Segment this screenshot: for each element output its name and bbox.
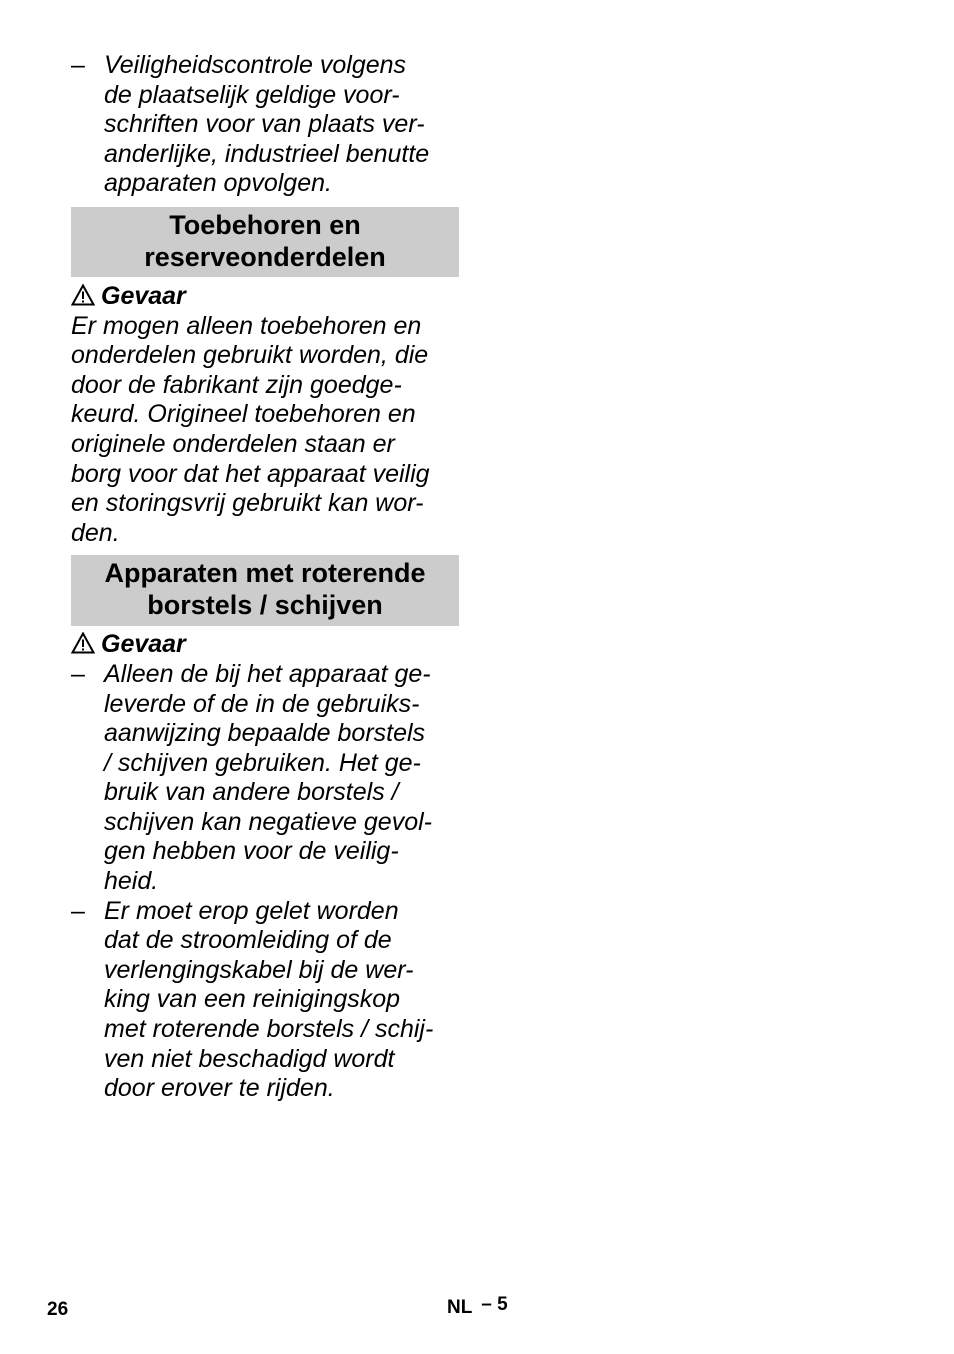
- intro-line: apparaten opvolgen.: [104, 169, 332, 198]
- warning-triangle-icon: [71, 284, 95, 306]
- list-item-line: Er moet erop gelet worden: [104, 896, 399, 925]
- list-item-line: met roterende borstels / schij-: [104, 1015, 434, 1044]
- warning-label: Gevaar: [101, 630, 186, 659]
- intro-line: schriften voor van plaats ver-: [104, 110, 425, 139]
- list-item-line: ven niet beschadigd wordt: [104, 1044, 395, 1073]
- body-line: borg voor dat het apparaat veilig: [71, 459, 430, 488]
- intro-line: Veiligheidscontrole volgens: [104, 51, 407, 79]
- list-item-line: schijven kan negatieve gevol-: [104, 807, 432, 836]
- section-heading-line: Toebehoren en: [169, 209, 361, 240]
- section-heading-rotating-brushes: [71, 555, 459, 626]
- intro-line: de plaatselijk geldige voor-: [104, 80, 400, 109]
- section-page-number: – 5: [481, 1294, 508, 1315]
- list-dash: –: [71, 51, 85, 79]
- list-item-line: gen hebben voor de veilig-: [104, 837, 399, 866]
- page-content: [71, 51, 459, 1104]
- section-page-label: [447, 1296, 508, 1320]
- list-item-line: / schijven gebruiken. Het ge-: [104, 748, 421, 777]
- body-line: Er mogen alleen toebehoren en: [71, 311, 422, 340]
- list-dash: –: [71, 659, 85, 688]
- list-item: [71, 897, 459, 1104]
- warning-title: [71, 630, 459, 660]
- list-item-line: Alleen de bij het apparaat ge-: [104, 659, 431, 688]
- section-heading-line: Apparaten met roterende: [104, 558, 426, 589]
- warning-block: [71, 630, 459, 1104]
- list-item: [71, 660, 459, 897]
- warning-block: [71, 282, 459, 548]
- list-item-line: door erover te rijden.: [104, 1074, 335, 1103]
- list-item-line: leverde of de in de gebruiks-: [104, 689, 420, 718]
- body-line: en storingsvrij gebruikt kan wor-: [71, 489, 424, 518]
- language-code: NL: [447, 1297, 472, 1318]
- body-line: onderdelen gebruikt worden, die: [71, 341, 429, 370]
- warning-triangle-icon: [71, 632, 95, 654]
- list-dash: –: [71, 896, 85, 925]
- page-number: 26: [47, 1299, 69, 1320]
- section-heading-line: borstels / schijven: [147, 590, 383, 621]
- list-item-line: king van een reinigingskop: [104, 985, 401, 1014]
- warning-title: [71, 282, 459, 312]
- intro-line: anderlijke, industrieel benutte: [104, 139, 430, 168]
- list-item-line: verlengingskabel bij de wer-: [104, 955, 414, 984]
- list-item-line: heid.: [104, 867, 159, 896]
- list-item-line: aanwijzing bepaalde borstels: [104, 719, 426, 748]
- intro-list-item: [71, 51, 459, 199]
- warning-label: Gevaar: [101, 281, 186, 310]
- body-line: den.: [71, 518, 120, 547]
- body-line: door de fabrikant zijn goedge-: [71, 370, 402, 399]
- body-line: originele onderdelen staan er: [71, 429, 395, 458]
- section-heading-line: reserveonderdelen: [144, 241, 386, 272]
- list-item-line: bruik van andere borstels /: [104, 778, 399, 807]
- list-item-line: dat de stroomleiding of de: [104, 926, 392, 955]
- body-line: keurd. Origineel toebehoren en: [71, 400, 416, 429]
- section-heading-accessories: [71, 207, 459, 277]
